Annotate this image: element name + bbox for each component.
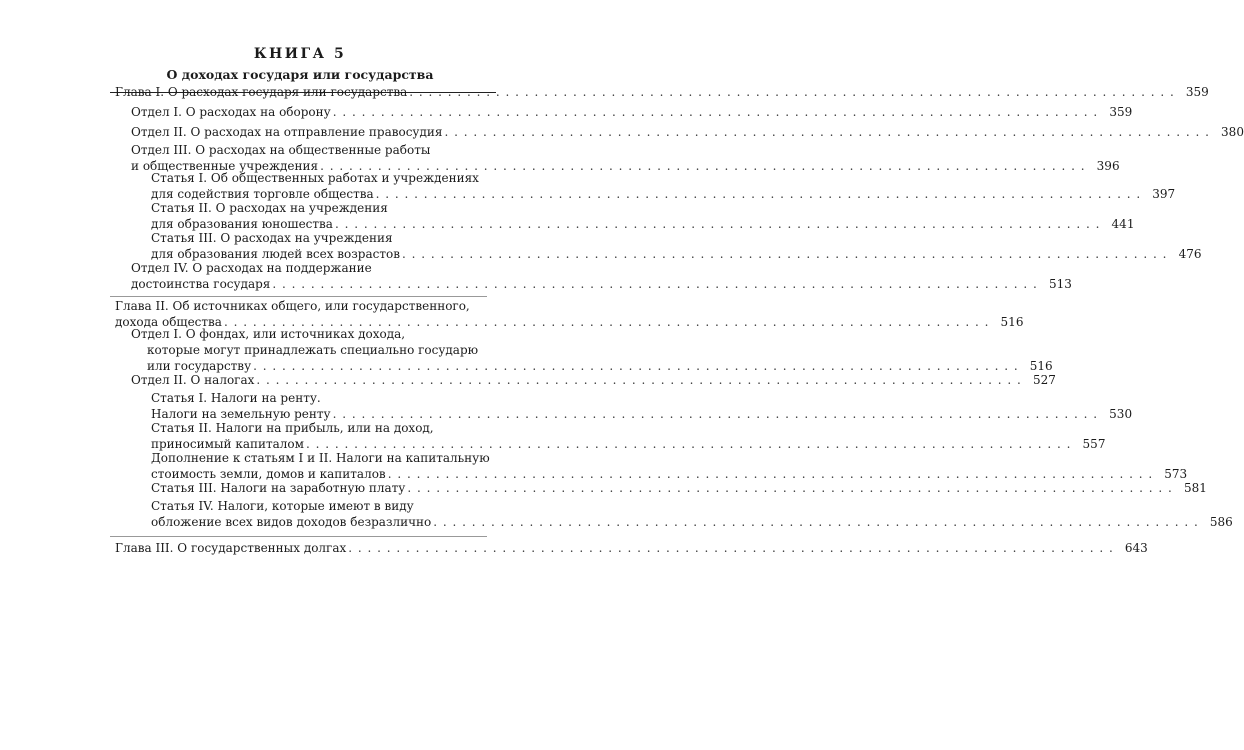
toc-page-number: 380 — [1221, 125, 1244, 139]
toc-entry-title-line: Статья I. Налоги на ренту. — [151, 391, 321, 405]
toc-entry-title-line: Статья I. Об общественных работах и учреждениях — [151, 171, 479, 185]
toc-leader-dots: . . . . . . . . . . . . . . . . . . . . . . . . . . . . . . . . . . . . . . . . . . . . . . . . . . . . . . . . . . . . . . . . . . . . . . . . . . . . . . . . — [407, 481, 1173, 495]
toc-page-number: 359 — [1185, 85, 1209, 99]
toc-entry-title-line: для содействия торговле общества — [151, 187, 374, 201]
toc-entry-title: Глава III. О государственных долгах — [115, 541, 347, 555]
toc-entry-title-line: Статья II. Налоги на прибыль, или на доход, — [151, 421, 434, 435]
toc-page-number: 516 — [1000, 315, 1024, 329]
toc-entry-article[interactable] — [151, 170, 1176, 202]
toc-leader-dots: . . . . . . . . . . . . . . . . . . . . . . . . . . . . . . . . . . . . . . . . . . . . . . . . . . . . . . . . . . . . . . . . . . . . . . . . . . . . . . . . — [223, 315, 990, 329]
toc-page-number: 441 — [1111, 217, 1135, 231]
toc-entry-title: Статья III. Налоги на заработную плату — [151, 481, 406, 495]
toc-leader-dots: . . . . . . . . . . . . . . . . . . . . . . . . . . . . . . . . . . . . . . . . . . . . . . . . . . . . . . . . . . . . . . . . . . . . . . . . . . . . . . . . — [334, 217, 1101, 231]
toc-leader-dots: . . . . . . . . . . . . . . . . . . . . . . . . . . . . . . . . . . . . . . . . . . . . . . . . . . . . . . . . . . . . . . . . . . . . . . . . . . . . . . . . — [375, 187, 1142, 201]
toc-entry-section[interactable] — [131, 124, 1244, 140]
toc-page-number: 396 — [1096, 159, 1120, 173]
book-title: КНИГА 5 — [253, 46, 347, 62]
toc-entry-title-line: Глава II. Об источниках общего, или государственного, — [115, 299, 470, 313]
toc-page-number: 527 — [1032, 373, 1056, 387]
book-subtitle: О доходах государя или государства — [166, 67, 434, 82]
toc-entry-article[interactable] — [151, 480, 1207, 496]
toc-page-number: 573 — [1164, 467, 1188, 481]
toc-page-number: 397 — [1152, 187, 1176, 201]
toc-page-number: 581 — [1183, 481, 1207, 495]
toc-leader-dots: . . . . . . . . . . . . . . . . . . . . . . . . . . . . . . . . . . . . . . . . . . . . . . . . . . . . . . . . . . . . . . . . . . . . . . . . . . . . . . . . — [401, 247, 1168, 261]
toc-entry-section[interactable] — [131, 104, 1133, 120]
toc-entry-title-line: достоинства государя — [131, 277, 271, 291]
toc-entry-article[interactable] — [151, 450, 1188, 482]
toc-leader-dots: . . . . . . . . . . . . . . . . . . . . . . . . . . . . . . . . . . . . . . . . . . . . . . . . . . . . . . . . . . . . . . . . . . . . . . . . . . . . . . . . — [348, 541, 1114, 555]
toc-entry-title-line: Налоги на земельную ренту — [151, 407, 331, 421]
toc-entry-title-line: Отдел I. О фондах, или источниках дохода, — [131, 327, 406, 341]
toc-entry-title-line: для образования юношества — [151, 217, 333, 231]
toc-entry-title-line: Статья II. О расходах на учреждения — [151, 201, 388, 215]
chapter-separator — [110, 536, 487, 537]
toc-entry-chapter-3[interactable] — [115, 540, 1148, 556]
toc-leader-dots: . . . . . . . . . . . . . . . . . . . . . . . . . . . . . . . . . . . . . . . . . . . . . . . . . . . . . . . . . . . . . . . . . . . . . . . . . . . . . . . . — [332, 105, 1099, 119]
toc-page-number: 516 — [1029, 359, 1053, 373]
toc-leader-dots: . . . . . . . . . . . . . . . . . . . . . . . . . . . . . . . . . . . . . . . . . . . . . . . . . . . . . . . . . . . . . . . . . . . . . . . . . . . . . . . . — [433, 515, 1199, 529]
toc-page-number: 643 — [1124, 541, 1148, 555]
toc-entry-title: Отдел I. О расходах на оборону — [131, 105, 331, 119]
toc-entry-article[interactable] — [151, 230, 1202, 262]
toc-page-number: 586 — [1209, 515, 1233, 529]
toc-entry-title-line: Статья III. О расходах на учреждения — [151, 231, 393, 245]
toc-leader-dots: . . . . . . . . . . . . . . . . . . . . . . . . . . . . . . . . . . . . . . . . . . . . . . . . . . . . . . . . . . . . . . . . . . . . . . . . . . . . . . . . — [272, 277, 1038, 291]
toc-entry-title-line: Дополнение к статьям I и II. Налоги на капитальную — [151, 451, 490, 465]
toc-leader-dots: . . . . . . . . . . . . . . . . . . . . . . . . . . . . . . . . . . . . . . . . . . . . . . . . . . . . . . . . . . . . . . . . . . . . . . . . . . . . . . . . — [387, 467, 1154, 481]
toc-leader-dots: . . . . . . . . . . . . . . . . . . . . . . . . . . . . . . . . . . . . . . . . . . . . . . . . . . . . . . . . . . . . . . . . . . . . . . . . . . . . . . . . — [444, 125, 1210, 139]
toc-leader-dots: . . . . . . . . . . . . . . . . . . . . . . . . . . . . . . . . . . . . . . . . . . . . . . . . . . . . . . . . . . . . . . . . . . . . . . . . . . . . . . . . — [332, 407, 1099, 421]
toc-entry-title: Отдел II. О расходах на отправление правосудия — [131, 125, 443, 139]
toc-entry-title-line: приносимый капиталом — [151, 437, 304, 451]
toc-entry-title-line: дохода общества — [115, 315, 222, 329]
chapter-separator — [110, 296, 487, 297]
toc-entry-title-line: Статья IV. Налоги, которые имеют в виду — [151, 499, 414, 513]
toc-entry-title-line: и общественные учреждения — [131, 159, 319, 173]
toc-page-number: 359 — [1109, 105, 1133, 119]
toc-leader-dots: . . . . . . . . . . . . . . . . . . . . . . . . . . . . . . . . . . . . . . . . . . . . . . . . . . . . . . . . . . . . . . . . . . . . . . . . . . . . . . . . — [253, 359, 1019, 373]
toc-entry-title: Отдел II. О налогах — [131, 373, 255, 387]
toc-page-number: 530 — [1109, 407, 1133, 421]
toc-entry-chapter-1[interactable] — [115, 84, 1209, 100]
toc-leader-dots: . . . . . . . . . . . . . . . . . . . . . . . . . . . . . . . . . . . . . . . . . . . . . . . . . . . . . . . . . . . . . . . . . . . . . . . . . . . . . . . . — [305, 437, 1072, 451]
toc-entry-section[interactable] — [131, 260, 1072, 292]
toc-leader-dots: . . . . . . . . . . . . . . . . . . . . . . . . . . . . . . . . . . . . . . . . . . . . . . . . . . . . . . . . . . . . . . . . . . . . . . . . . . . . . . . . — [256, 373, 1022, 387]
toc-leader-dots: . . . . . . . . . . . . . . . . . . . . . . . . . . . . . . . . . . . . . . . . . . . . . . . . . . . . . . . . . . . . . . . . . . . . . . . . . . . . . . . . — [409, 85, 1175, 99]
toc-entry-title-line: Отдел IV. О расходах на поддержание — [131, 261, 372, 275]
toc-page-number: 557 — [1082, 437, 1106, 451]
toc-entry-article[interactable] — [151, 420, 1106, 452]
toc-entry-title-line: стоимость земли, домов и капиталов — [151, 467, 386, 481]
toc-entry-title-line: Отдел III. О расходах на общественные работы — [131, 143, 431, 157]
toc-page-number: 476 — [1178, 247, 1202, 261]
toc-entry-title-line: или государству — [147, 359, 252, 373]
toc-entry-article[interactable] — [151, 390, 1133, 422]
toc-entry-section[interactable] — [131, 372, 1056, 388]
toc-entry-title: Глава I. О расходах государя или государства — [115, 85, 408, 99]
toc-entry-article[interactable] — [151, 200, 1135, 232]
toc-leader-dots: . . . . . . . . . . . . . . . . . . . . . . . . . . . . . . . . . . . . . . . . . . . . . . . . . . . . . . . . . . . . . . . . . . . . . . . . . . . . . . . . — [320, 159, 1086, 173]
toc-page-number: 513 — [1048, 277, 1072, 291]
toc-entry-section[interactable] — [131, 326, 1053, 374]
toc-entry-title-line: для образования людей всех возрастов — [151, 247, 400, 261]
toc-entry-title-line: которые могут принадлежать специально государю — [147, 343, 479, 357]
toc-entry-title-line: обложение всех видов доходов безразлично — [151, 515, 432, 529]
toc-entry-article[interactable] — [151, 498, 1233, 530]
